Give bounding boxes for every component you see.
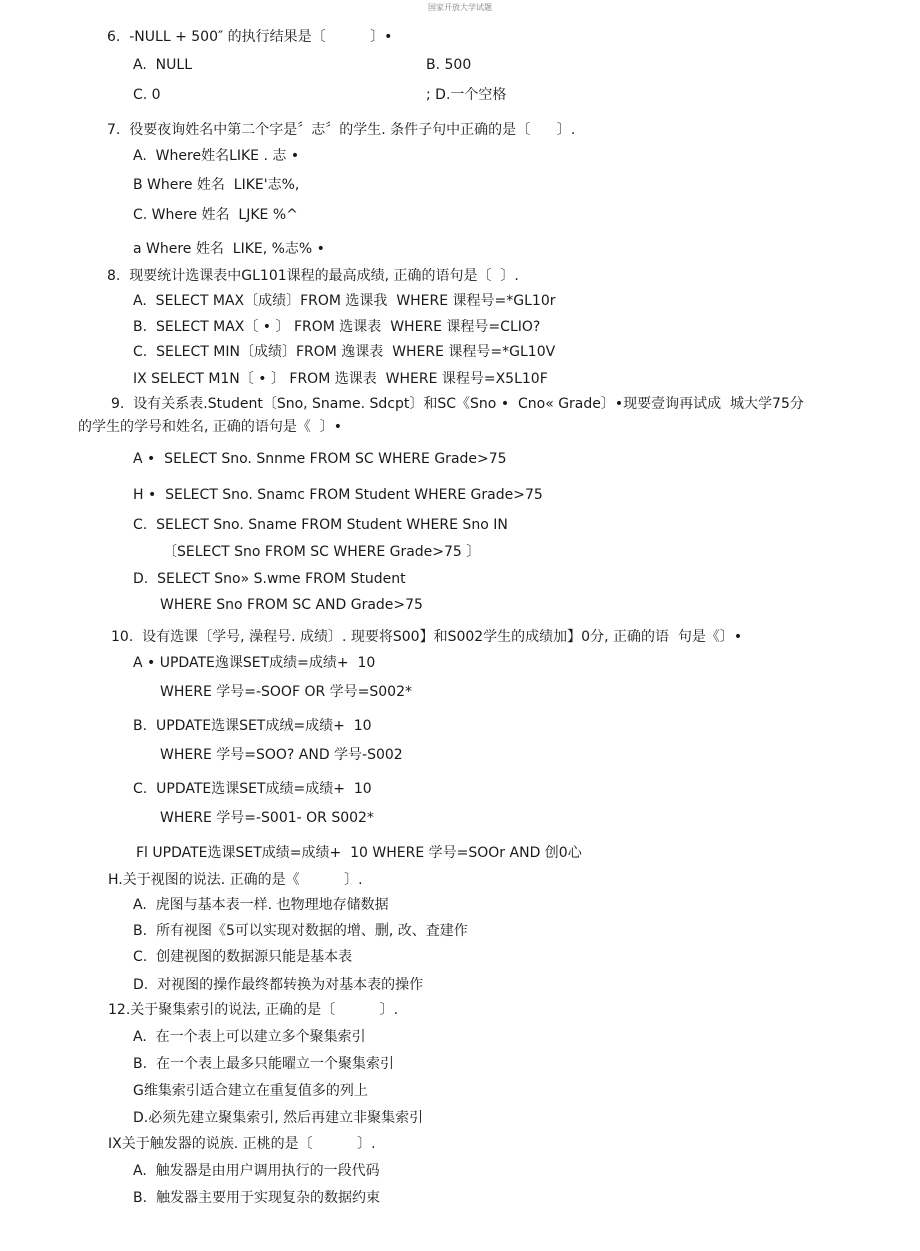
q7-option-d: a Where 姓名 LIKE, %志% •	[133, 241, 325, 257]
q8-stem: 8. 现要统计选课表中GL101课程的最高成绩, 正确的语句是〔 〕.	[107, 268, 519, 284]
q11-stem: H.关于视图的说法. 正确的是《 〕.	[108, 872, 363, 888]
q10-option-c: C. UPDATE选课SET成绩=成绩+ 10	[133, 781, 372, 797]
q10-option-d: Fl UPDATE选课SET成绩=成绩+ 10 WHERE 学号=SOOr AND 创0心	[136, 845, 582, 861]
q9-option-d: D. SELECT Sno» S.wme FROM Student	[133, 571, 406, 587]
q8-option-a: A. SELECT MAX〔成绩〕FROM 选课我 WHERE 课程号=*GL10r	[133, 293, 556, 309]
q6-option-d: ; D.一个空格	[426, 87, 507, 103]
q13-stem: IX关于触发器的说族. 正桃的是〔 〕.	[108, 1136, 376, 1152]
q8-option-c: C. SELECT MIN〔成绩〕FROM 逸课表 WHERE 课程号=*GL10V	[133, 344, 556, 360]
q6-option-b: B. 500	[426, 57, 472, 73]
q10-option-b: B. UPDATE选课SET成绒=成绩+ 10	[133, 718, 372, 734]
q9-option-c: C. SELECT Sno. Sname FROM Student WHERE Sno IN	[133, 517, 508, 533]
q11-option-a: A. 虎图与基本表一样. 也物理地存储数据	[133, 897, 389, 913]
q6-option-c: C. 0	[133, 87, 161, 103]
q9-option-d-cont: WHERE Sno FROM SC AND Grade>75	[160, 597, 423, 613]
q11-option-c: C. 创建视图的数据源只能是基本表	[133, 949, 353, 965]
q10-option-b-cont: WHERE 学号=SOO? AND 学号-S002	[160, 747, 403, 763]
q12-option-d: D.必须先建立聚集索引, 然后再建立非聚集索引	[133, 1110, 424, 1126]
q13-option-a: A. 触发器是由用户调用执行的一段代码	[133, 1163, 380, 1179]
q7-option-a: A. Where姓名LIKE . 志 •	[133, 148, 300, 164]
q11-option-d: D. 对视图的操作最终都转换为对基本表的操作	[133, 977, 424, 993]
q7-stem: 7. 役要夜询姓名中第二个字是〞志〞的学生. 条件子句中正确的是〔 〕.	[107, 122, 576, 138]
q7-option-b: B Where 姓名 LIKE'志%,	[133, 177, 300, 193]
q11-option-b: B. 所有视图《5可以实现对数据的增、删, 改、査建作	[133, 923, 468, 939]
q9-option-a: A • SELECT Sno. Snnme FROM SC WHERE Grade>75	[133, 451, 507, 467]
q10-stem: 10. 设有选课〔学号, 澡程号. 成绩〕. 现要将S00】和S002学生的成绩加】0分, 正确的语 句是《〕•	[111, 629, 743, 645]
q13-option-b: B. 触发器主要用于实现复杂的数据约束	[133, 1190, 380, 1206]
q10-option-a: A • UPDATE逸课SET成绩=成绩+ 10	[133, 655, 376, 671]
q10-option-a-cont: WHERE 学号=-SOOF OR 学号=S002*	[160, 684, 412, 700]
q9-stem: 9. 设有关系表.Student〔Sno, Sname. Sdcpt〕和SC《Sno • Cno« Grade〕•现要壹询再试成 城大学75分	[111, 396, 804, 412]
q6-stem: 6. -NULL + 500″ 的执行结果是〔 〕•	[107, 29, 393, 45]
q9-option-b: H • SELECT Sno. Snamc FROM Student WHERE Grade>75	[133, 487, 543, 503]
q12-option-a: A. 在一个表上可以建立多个聚集索引	[133, 1029, 366, 1045]
q12-stem: 12.关于聚集索引的说法, 正确的是〔 〕.	[108, 1002, 399, 1018]
q6-option-a: A. NULL	[133, 57, 193, 73]
q9-option-c-cont: 〔SELECT Sno FROM SC WHERE Grade>75 〕	[163, 544, 481, 560]
q7-option-c: C. Where 姓名 LJKE %^	[133, 207, 298, 223]
q10-option-c-cont: WHERE 学号=-S001- OR S002*	[160, 810, 374, 826]
q9-stem-cont: 的学生的学号和姓名, 正确的语句是《 〕•	[78, 419, 343, 435]
q8-option-b: B. SELECT MAX〔 • 〕 FROM 选课表 WHERE 课程号=CLIO?	[133, 319, 541, 335]
q12-option-c: G维集索引适合建立在重复值多的列上	[133, 1083, 368, 1099]
q8-option-d: IX SELECT M1N〔 • 〕 FROM 选课表 WHERE 课程号=X5L10F	[133, 371, 548, 387]
page-header: 国家开放大学试题	[428, 3, 492, 12]
q12-option-b: B. 在一个表上最多只能曜立一个聚集索引	[133, 1056, 394, 1072]
